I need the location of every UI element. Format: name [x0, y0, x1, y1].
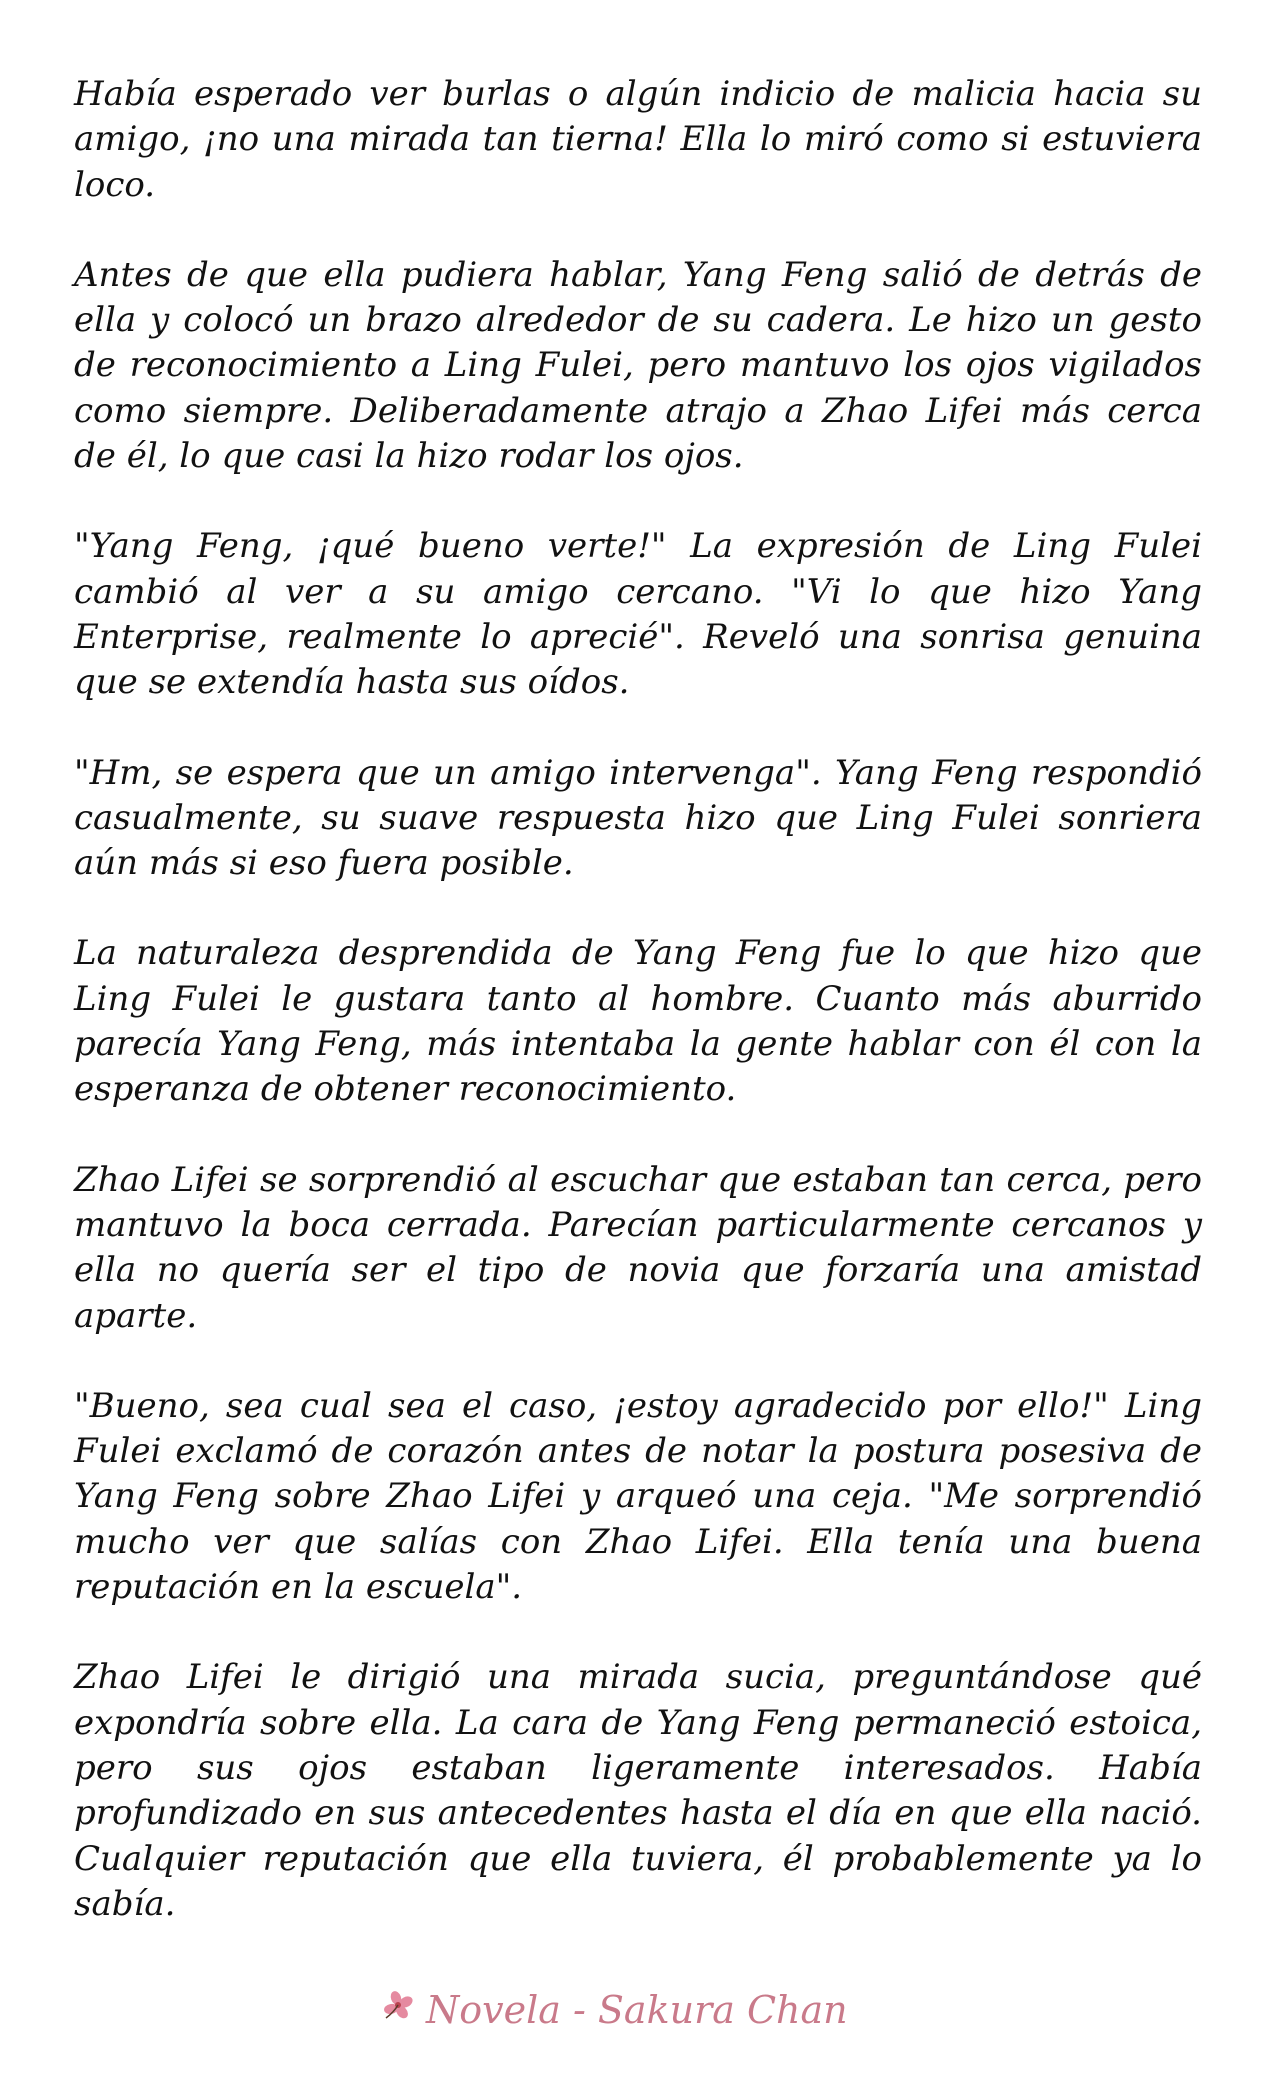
sakura-flower-icon — [382, 1988, 418, 2033]
paragraph-2: Antes de que ella pudiera hablar, Yang Feng salió de detrás de ella y colocó un brazo alrededor de su cadera. Le hizo un gesto de reconocimiento a Ling Fulei, pero mantuvo los ojos vigilados como siempre. Deliberadamente atrajo a Zhao Lifei más cerca de él, lo que casi la hizo rodar los ojos. — [74, 254, 1202, 477]
document-body — [74, 72, 1202, 1927]
paragraph-4: "Hm, se espera que un amigo intervenga". Yang Feng respondió casualmente, su suave respuesta hizo que Ling Fulei sonriera aún más si eso fuera posible. — [74, 752, 1202, 884]
paragraph-7: "Bueno, sea cual sea el caso, ¡estoy agradecido por ello!" Ling Fulei exclamó de corazón antes de notar la postura posesiva de Yang Feng sobre Zhao Lifei y arqueó una ceja. "Me sorprendió mucho ver que salías con Zhao Lifei. Ella tenía una buena reputación en la escuela". — [74, 1385, 1202, 1608]
paragraph-3: "Yang Feng, ¡qué bueno verte!" La expresión de Ling Fulei cambió al ver a su amigo cercano. "Vi lo que hizo Yang Enterprise, realmente lo aprecié". Reveló una sonrisa genuina que se extendía hasta sus oídos. — [74, 526, 1202, 703]
paragraph-6: Zhao Lifei se sorprendió al escuchar que estaban tan cerca, pero mantuvo la boca cerrada. Parecían particularmente cercanos y ella no quería ser el tipo de novia que forzaría una amistad aparte. — [74, 1159, 1202, 1336]
watermark-text: Novela - Sakura Chan — [426, 1988, 848, 2032]
watermark — [382, 1985, 848, 2035]
paragraph-5: La naturaleza desprendida de Yang Feng fue lo que hizo que Ling Fulei le gustara tanto al hombre. Cuanto más aburrido parecía Yang Feng, más intentaba la gente hablar con él con la esperanza de obtener reconocimiento. — [74, 933, 1202, 1110]
paragraph-1: Había esperado ver burlas o algún indicio de malicia hacia su amigo, ¡no una mirada tan tierna! Ella lo miró como si estuviera loco. — [74, 74, 1202, 205]
paragraph-8: Zhao Lifei le dirigió una mirada sucia, preguntándose qué expondría sobre ella. La cara de Yang Feng permaneció estoica, pero sus ojos estaban ligeramente interesados. Había profundizado en sus antecedentes hasta el día en que ella nació. Cualquier reputación que ella tuviera, él probablemente ya lo sabía. — [74, 1657, 1202, 1924]
